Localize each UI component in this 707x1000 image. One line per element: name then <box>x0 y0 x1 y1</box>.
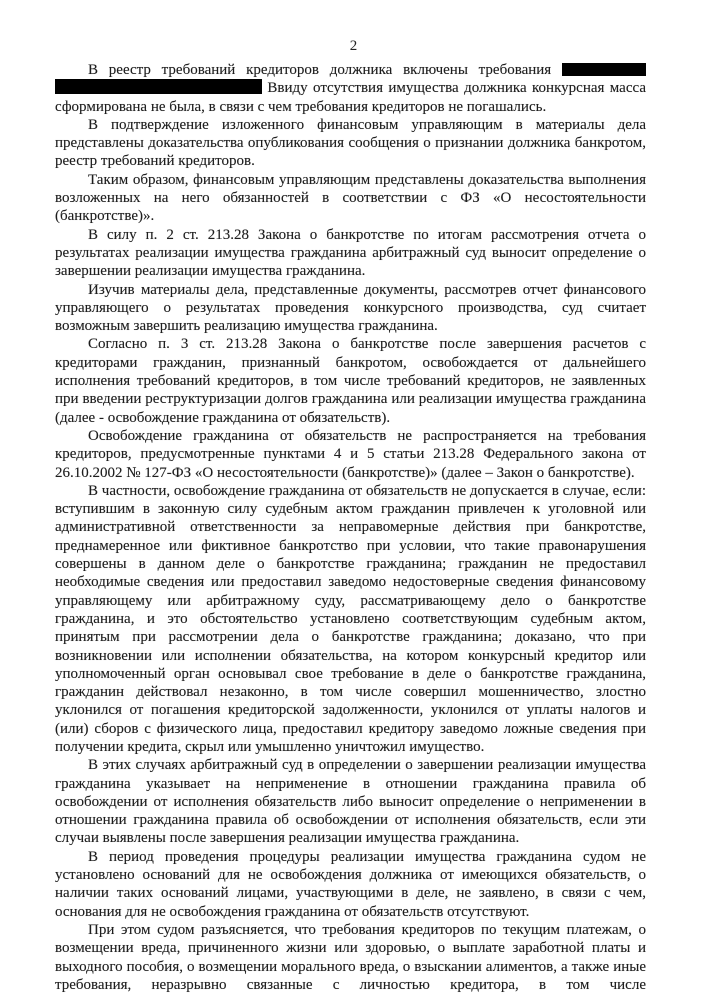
redaction-bar <box>55 79 262 94</box>
page-number: 2 <box>349 38 358 54</box>
paragraph: Изучив материалы дела, представленные документы, рассмотрев отчет финансового управляющего о результатах проведения конкурсного производства, суд считает возможным завершить реализацию имущества гражданина. <box>55 281 646 335</box>
paragraph: Таким образом, финансовым управляющим представлены доказательства выполнения возложенных на него обязанностей в соответствии с ФЗ «О несостоятельности (банкротстве)». <box>55 171 646 225</box>
paragraph: В период проведения процедуры реализации имущества гражданина судом не установлено оснований для не освобождения должника от имеющихся обязательств, о наличии таких оснований лицами, участвующими в деле, не заявлено, в связи с чем, основания для не освобождения гражданина от обязательств отсутствуют. <box>55 848 646 920</box>
redaction-bar <box>562 63 646 76</box>
paragraph: В частности, освобождение гражданина от обязательств не допускается в случае, если: вступившим в законную силу судебным актом гражданин привлечен к уголовной или административной ответственности за неправомерные действия при банкротстве, преднамеренное или фиктивное банкротство при условии, что такие правонарушения совершены в данном деле о банкротстве гражданина; гражданин не предоставил необходимые сведения или предоставил заведомо недостоверные сведения финансовому управляющему или арбитражному суду, рассматривающему дело о банкротстве гражданина, и это обстоятельство установлено соответствующим судебным актом, принятым при рассмотрении дела о банкротстве гражданина; доказано, что при возникновении или исполнении обязательства, на котором конкурсный кредитор или уполномоченный орган основывал свое требование в деле о банкротстве гражданина, гражданин действовал незаконно, в том числе совершил мошенничество, злостно уклонился от погашения кредиторской задолженности, уклонился от уплаты налогов и (или) сборов с физического лица, предоставил кредитору заведомо ложные сведения при получении кредита, скрыл или умышленно уничтожил имущество. <box>55 482 646 755</box>
document-body <box>55 61 646 994</box>
paragraph: В силу п. 2 ст. 213.28 Закона о банкротстве по итогам рассмотрения отчета о результатах реализации имущества гражданина арбитражный суд выносит определение о завершении реализации имущества гражданина. <box>55 226 646 280</box>
paragraph: В этих случаях арбитражный суд в определении о завершении реализации имущества гражданина указывает на неприменение в отношении гражданина правила об освобождении от исполнения обязательств либо выносит определение о неприменении в отношении гражданина правила об освобождении от исполнения обязательств, если эти случаи выявлены после завершения реализации имущества гражданина. <box>55 757 646 847</box>
paragraph: В подтверждение изложенного финансовым управляющим в материалы дела представлены доказательства опубликования сообщения о признании должника банкротом, реестр требований кредиторов. <box>55 116 646 170</box>
paragraph: В реестр требований кредиторов должника включены требования Ввиду отсутствия имущества должника конкурсная масса сформирована не была, в связи с чем требования кредиторов не погашались. <box>55 62 646 115</box>
paragraph: Освобождение гражданина от обязательств не распространяется на требования кредиторов, предусмотренные пунктами 4 и 5 статьи 213.28 Федерального закона от 26.10.2002 № 127-ФЗ «О несостоятельности (банкротстве)» (далее – Закон о банкротстве). <box>55 427 646 481</box>
paragraph: Согласно п. 3 ст. 213.28 Закона о банкротстве после завершения расчетов с кредиторами гражданин, признанный банкротом, освобождается от дальнейшего исполнения требований кредиторов, в том числе требований кредиторов, не заявленных при введении реструктуризации долгов гражданина или реализации имущества гражданина (далее - освобождение гражданина от обязательств). <box>55 336 646 426</box>
paragraph: При этом судом разъясняется, что требования кредиторов по текущим платежам, о возмещении вреда, причиненного жизни или здоровью, о выплате заработной платы и выходного пособия, о возмещении морального вреда, о взыскании алиментов, а также иные требования, неразрывно связанные с личностью кредитора, в том числе <box>55 921 646 993</box>
